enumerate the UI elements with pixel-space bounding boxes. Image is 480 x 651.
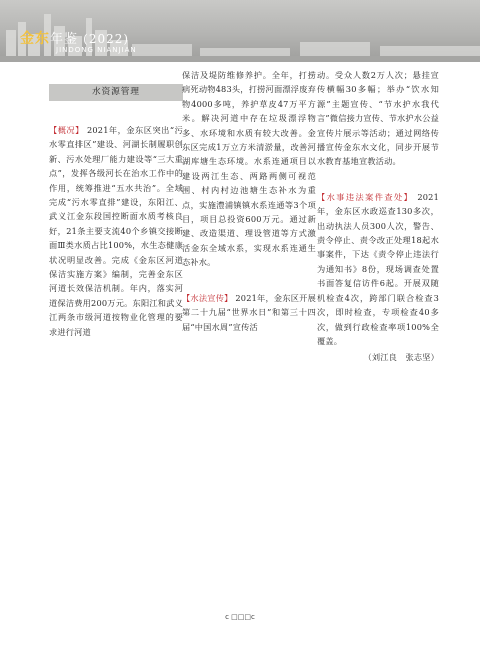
page-number: c □□□c [225, 613, 255, 621]
paragraph-continuation: 保洁及堤防维修养护。全年，打捞病死动物483头，打捞河面漂浮废弃物4000多吨，养护草皮47万平方米。解决河道中存在垃圾漂浮物多、水环境和水质有较大改善。金东区完成1万立方米清淤量，改善河湖库塘生态环境。水系连通项目以建设两江生态、两路两侧可视范围、村内村边池塘生态补水为重点，实施澧浦镇镇水系连通等3个项目，项目总投资600万元。通过新建、改造渠道、理设管道等方式激活金东全域水系，实现水系连通生态补水。 [182, 70, 316, 268]
yearbook-year: (2022) [83, 32, 130, 46]
text-column-3 [317, 68, 439, 365]
yearbook-title-text: 年鉴 [50, 32, 79, 47]
yearbook-pinyin: JINDONG NIANJIAN [56, 46, 137, 54]
author-credit: （刘江良 张志坚） [363, 352, 439, 363]
yearbook-brand: 金东 [20, 31, 50, 47]
paragraph-overview-text: 2021年，金东区突出“污水零直排区”建设、河湖长制履职创新、污水处理厂能力建设等“三大重点”，发挥各级河长在治水工作中的作用，统筹推进“五水共治”。全域完成“污水零直排”建设，东阳江、武义江金东段国控断面水质考核良好，21条主要支流40个乡镇交接断面Ⅲ类水质占比100%，水生态健康状况明显改善。完成《金东区河道保洁实施方案》编制，完善金东区河道长效保洁机制。年内，落实河道保洁费用200万元。东阳江和武义江两条市级河道按物业化管理的要求进行河道 [49, 125, 183, 337]
text-column-2 [182, 68, 316, 334]
text-column-1 [49, 68, 183, 339]
paragraph-enforcement [317, 190, 439, 348]
paragraph-enforcement-text: 2021年，金东区水政巡查130多次，出动执法人员300人次，警告、责令停止、责令改正处理18起水事案件，下达《责令停止违法行为通知书》8份，现场调查处置书面答复信访件6起。开展双随机检查4次，跨部门联合检查3次，即时检查，专项检查40多次，做到行政检查率项100%全覆盖。 [317, 191, 439, 346]
entry-tag-overview: 【概况】 [49, 125, 84, 135]
page-header [0, 0, 480, 62]
section-title-banner: 水资源管理 [49, 84, 183, 101]
paragraph-water-law-text: 2021年，金东区开展第二十九届“世界水日”和第三十四届“中国水周”宣传活 [182, 292, 316, 332]
paragraph-overview [49, 123, 183, 339]
entry-tag-enforcement: 【水事违法案件查处】 [317, 191, 414, 202]
paragraph-publicity: 动。受众人数2万人次；悬挂宣传横幅30多幅；举办“饮水知源”主题宣传、“节水护水我代言”微信接力宣传、节水护水公益宣传片展示等活动；通过网络传播宣传金东水文化，同步开展节水教育基地宣教活动。 [317, 70, 439, 167]
paragraph-water-law [182, 291, 316, 334]
yearbook-title [20, 28, 129, 48]
entry-tag-water-law: 【水法宣传】 [182, 292, 233, 303]
